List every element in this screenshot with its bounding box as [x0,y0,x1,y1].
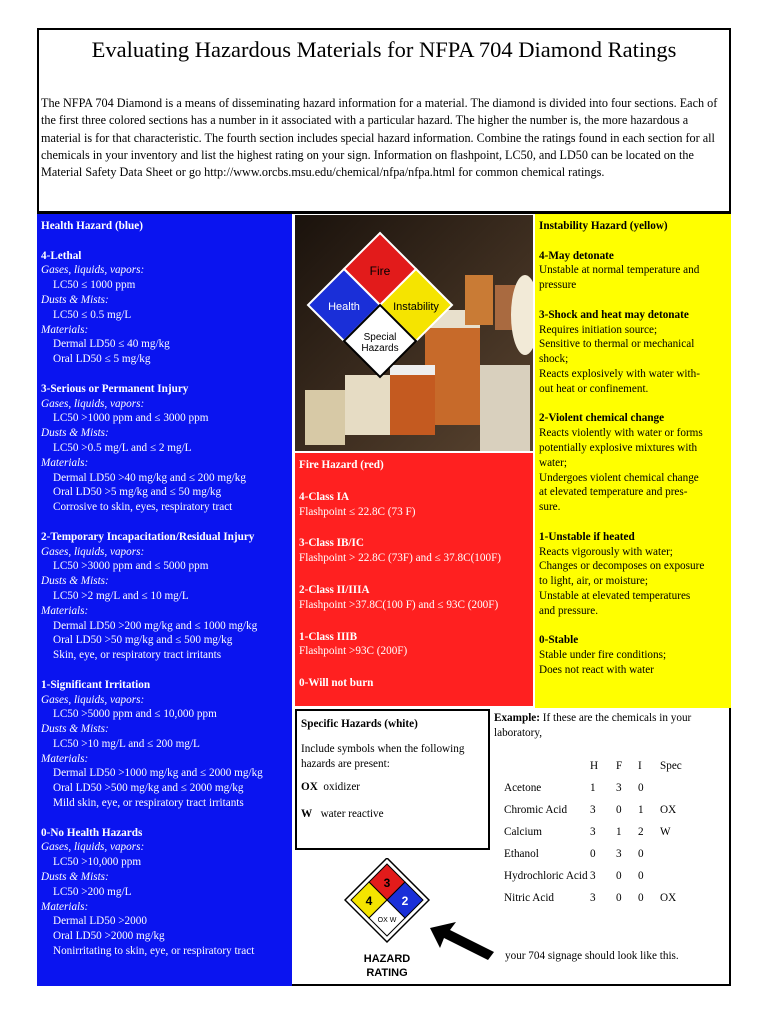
health-level-title: 0-No Health Hazards [41,826,143,839]
sign-special: OX W [377,917,397,924]
instability-level-line: water; [539,456,567,469]
spacer [41,515,292,530]
instability-level-line: Reacts explosively with water with- [539,367,700,380]
instability-level-line: Changes or decomposes on exposure [539,560,705,573]
specific-item-ox: OX oxidizer [301,781,361,793]
table-cell: Chromic Acid [504,804,568,816]
signage-caption: your 704 signage should look like this. [505,950,679,962]
sign-fire-number: 3 [383,876,391,890]
sign-caption-2: RATING [366,967,408,979]
health-level-line: Dusts & Mists: [41,871,109,884]
table-cell: 1 [590,782,596,794]
fire-level-title: 4-Class IA [299,490,350,503]
table-cell: 0 [638,892,644,904]
health-level-line: LC50 >3000 ppm and ≤ 5000 ppm [53,560,209,573]
health-level-line: Materials: [41,752,89,765]
arrow-icon [430,922,496,967]
fire-level-line: Flashpoint >93C (200F) [299,645,408,658]
hazard-rating-sign [344,858,430,985]
example-table [504,760,690,914]
instability-heading: Instability Hazard (yellow) [539,220,668,232]
health-level-title: 3-Serious or Permanent Injury [41,382,189,395]
fire-level-line: Flashpoint > 22.8C (73F) and ≤ 37.8C(100F) [299,552,502,565]
table-row [504,870,690,892]
table-cell: OX [660,892,677,904]
table-cell: Hydrochloric Acid [504,870,588,882]
health-level-line: Oral LD50 >2000 mg/kg [53,930,165,943]
table-cell: 2 [638,826,644,838]
spacer [539,619,727,634]
table-cell: 0 [616,892,622,904]
table-cell: OX [660,804,677,816]
instability-hazard-panel [535,214,731,708]
table-cell: Nitric Acid [504,892,555,904]
fire-level-title: 3-Class IB/IC [299,537,364,550]
health-level-title: 2-Temporary Incapacitation/Residual Injury [41,530,255,543]
health-level-title: 4-Lethal [41,249,82,262]
health-level-line: Dermal LD50 >200 mg/kg and ≤ 1000 mg/kg [53,619,258,632]
table-cell: 0 [638,782,644,794]
instability-level-line: and pressure. [539,604,599,617]
health-level-line: Skin, eye, or respiratory tract irritants [53,649,222,662]
health-level-line: Dermal LD50 >40 mg/kg and ≤ 200 mg/kg [53,471,246,484]
table-cell: 1 [616,826,622,838]
spacer [299,519,533,536]
specific-intro: Include symbols when the following hazards are present: [301,743,465,770]
page-title: Evaluating Hazardous Materials for NFPA 704 Diamond Ratings [91,37,677,62]
health-level-line: Materials: [41,604,89,617]
instability-level-title: 3-Shock and heat may detonate [539,308,689,321]
table-cell: Acetone [504,782,542,794]
table-cell: Ethanol [504,848,539,860]
health-level-line: LC50 ≤ 0.5 mg/L [53,308,132,321]
health-level-line: LC50 >0.5 mg/L and ≤ 2 mg/L [53,441,192,454]
instability-level-title: 2-Violent chemical change [539,412,665,425]
instability-level-line: at elevated temperature and pres- [539,486,688,499]
health-level-title: 1-Significant Irritation [41,678,151,691]
health-levels [41,234,292,959]
health-level-line: Dusts & Mists: [41,723,109,736]
health-level-line: Mild skin, eye, or respiratory tract irritants [53,797,244,810]
health-level-line: LC50 >2 mg/L and ≤ 10 mg/L [53,589,189,602]
fire-level-title: 1-Class IIIB [299,630,358,643]
table-cell: 0 [638,870,644,882]
table-cell: W [660,826,671,838]
specific-item-w: W water reactive [301,808,384,820]
table-row [504,848,690,870]
spacer [539,397,727,412]
health-level-line: Oral LD50 >50 mg/kg and ≤ 500 mg/kg [53,634,233,647]
health-level-line: LC50 >1000 ppm and ≤ 3000 ppm [53,412,209,425]
photo-illustration [295,215,533,451]
diamond-special-label-2: Hazards [361,343,399,354]
diamond-fire-label: Fire [369,264,391,278]
instability-level-line: Unstable at elevated temperatures [539,589,691,602]
table-cell: 3 [590,826,596,838]
instability-level-line: Unstable at normal temperature and [539,264,700,277]
sign-caption-1: HAZARD [363,953,411,965]
nfpa-photo [295,215,533,451]
fire-level-line: Flashpoint ≤ 22.8C (73 F) [299,505,416,518]
table-cell: 0 [638,848,644,860]
instability-level-line: Sensitive to thermal or mechanical [539,338,695,351]
diamond-special-label-1: Special [363,332,397,343]
instability-level-line: Reacts vigorously with water; [539,545,673,558]
health-level-line: LC50 >5000 ppm and ≤ 10,000 ppm [53,708,217,721]
health-level-line: Dusts & Mists: [41,427,109,440]
spacer [299,613,533,630]
instability-level-line: to light, air, or moisture; [539,575,648,588]
specific-hazards-box [295,709,490,850]
spacer [299,473,533,490]
health-level-line: LC50 ≤ 1000 ppm [53,279,136,292]
health-level-line: Materials: [41,456,89,469]
example-intro: Example: If these are the chemicals in your laboratory, [494,712,692,739]
health-level-line: Oral LD50 >5 mg/kg and ≤ 50 mg/kg [53,486,222,499]
instability-level-line: pressure [539,279,577,292]
instability-level-line: shock; [539,353,569,366]
spacer [539,515,727,530]
spacer [41,811,292,826]
table-cell: Calcium [504,826,542,838]
health-level-line: Oral LD50 >500 mg/kg and ≤ 2000 mg/kg [53,782,244,795]
spacer [299,566,533,583]
health-level-line: Dermal LD50 ≤ 40 mg/kg [53,338,170,351]
instability-level-line: Reacts violently with water or forms [539,427,703,440]
instability-level-line: Stable under fire conditions; [539,649,667,662]
table-row [504,804,690,826]
instability-level-title: 4-May detonate [539,249,614,262]
health-level-line: LC50 >10,000 ppm [53,856,142,869]
table-cell: 0 [616,870,622,882]
table-cell: 0 [616,804,622,816]
health-level-line: Dermal LD50 >1000 mg/kg and ≤ 2000 mg/kg [53,767,263,780]
diamond-health-label: Health [328,301,360,313]
table-row [504,782,690,804]
table-cell: 3 [590,870,596,882]
health-level-line: Oral LD50 ≤ 5 mg/kg [53,353,151,366]
spacer [539,234,727,249]
instability-levels [539,234,727,678]
spacer [41,234,292,249]
health-level-line: Gases, liquids, vapors: [41,264,145,277]
instability-level-line: Requires initiation source; [539,323,658,336]
instability-level-title: 0-Stable [539,634,579,647]
instability-level-title: 1-Unstable if heated [539,530,635,543]
health-level-line: Gases, liquids, vapors: [41,693,145,706]
spacer [539,293,727,308]
specific-heading: Specific Hazards (white) [301,718,418,730]
intro-paragraph: The NFPA 704 Diamond is a means of disseminating hazard information for a material. The diamond is divided into four sections. Each of the first three colored sections has a number in it associated with a particular hazard. The higher the number is, the more hazardous a material is for that characteristic. The fourth section includes special hazard information. Combine the ratings found in each section for all chemicals in your inventory and list the highest rating on your sign. Information on flashpoint, LC50, and LD50 can be located on the Material Safety Data Sheet or go http://www.orcbs.msu.edu/chemical/nfpa/nfpa.html for common chemical ratings. [41,96,718,180]
health-level-line: Nonirritating to skin, eye, or respiratory tract [53,945,255,958]
health-level-line: Dusts & Mists: [41,575,109,588]
table-cell: 3 [616,848,622,860]
health-level-line: Dusts & Mists: [41,293,109,306]
health-heading: Health Hazard (blue) [41,220,143,232]
fire-levels [299,473,533,691]
table-cell: 0 [590,848,596,860]
health-level-line: Gases, liquids, vapors: [41,545,145,558]
fire-level-title: 2-Class II/IIIA [299,583,370,596]
table-cell: 3 [616,782,622,794]
instability-level-line: Undergoes violent chemical change [539,471,699,484]
health-level-line: Corrosive to skin, eyes, respiratory tract [53,501,233,514]
fire-level-line: Flashpoint >37.8C(100 F) and ≤ 93C (200F) [299,598,499,611]
sign-health-number: 2 [401,894,409,908]
table-cell: 3 [590,804,596,816]
health-hazard-panel [37,214,292,986]
table-row [504,826,690,848]
table-cell [660,848,690,870]
health-level-line: Materials: [41,900,89,913]
health-level-line: Dermal LD50 >2000 [53,915,147,928]
health-level-line: LC50 >10 mg/L and ≤ 200 mg/L [53,737,200,750]
health-level-line: Gases, liquids, vapors: [41,397,145,410]
table-cell: 1 [638,804,644,816]
table-cell [660,870,690,892]
fire-level-title: 0-Will not burn [299,677,374,690]
instability-level-line: Does not react with water [539,663,654,676]
diamond-instability-label: Instability [393,301,439,313]
sign-instability-number: 4 [365,894,373,908]
table-cell [660,782,690,804]
table-row [504,892,690,914]
instability-level-line: out heat or confinement. [539,382,649,395]
fire-heading: Fire Hazard (red) [299,459,384,471]
spacer [299,659,533,676]
table-cell: 3 [590,892,596,904]
health-level-line: Materials: [41,323,89,336]
spacer [41,367,292,382]
table-header-row: H F I Spec [590,760,682,772]
fire-hazard-panel [295,453,533,706]
health-level-line: Gases, liquids, vapors: [41,841,145,854]
health-level-line: LC50 >200 mg/L [53,885,132,898]
spacer [41,663,292,678]
instability-level-line: potentially explosive mixtures with [539,441,698,454]
instability-level-line: sure. [539,501,561,514]
